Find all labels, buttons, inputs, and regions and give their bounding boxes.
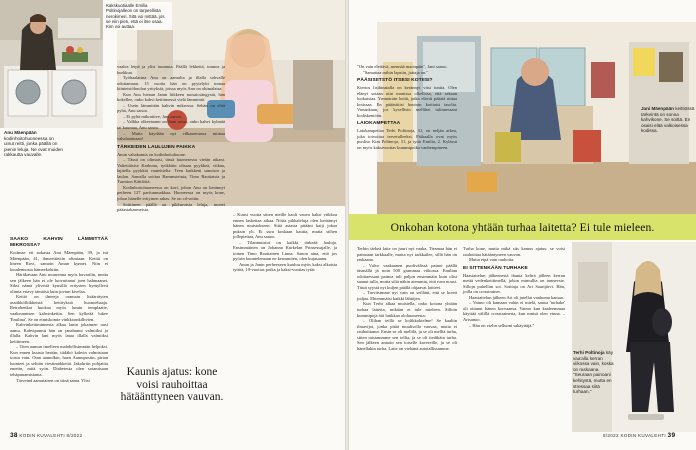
paragraph: – Mutta käydään nyt vilkasemassa miinaa vahalaaimaan!: [117, 130, 225, 142]
paragraph: – Valkka olkeetaami on ihan sama, onko kahvi kylmää tai kuumaa, Anu sanoo.: [117, 119, 225, 131]
right-column-1: [357, 64, 457, 151]
heading-paasisitsto: PÄÄSISIITSTÖ ITSESI KOTIISI?: [357, 78, 433, 84]
paragraph: Laiokampettaa Terhi Poltinoja, 31, on neljän arkea, joka toivottaa tervetulleeksi. Päikaalla ovat myös puoliso Kim Poltinoja, 31, ja tytär Emilia, 2. Kylässä on myös kaksivuotias kummipoika vanhempineen.: [357, 128, 457, 151]
caption-left-text: kodinhoitohuoneessa on uinut reitti, jonka päällä on pienin leluja. Ne ovat muiden rakkautta vauvalle.: [4, 135, 63, 158]
paragraph: – Kuusi vuotta sitten meille kaoli vauva kaksi viikkoa ennen laskettaa aikaa. Nöita pikkaleluja olen keräämyt hänen muistokseen. Siitä asiasta pitääni kaiji jokaa puksin yli. Et sura koskaan kautta, mutta siihen jollepiettaa, Anu sanoo.: [233, 212, 337, 240]
page-number: 39: [667, 432, 676, 439]
caption-left-name: Anu Mäenpään: [4, 130, 37, 135]
paragraph: Häräkavaan Anu muurenna myös kuvarilin, mutta sen jälkeen hän ei ole luovuttanut joen hahmaanet. Siksi nämä ylivertä kynsillä eritysten hymyllevä olimia eriavy tämäisä kuin juviun kivelaa.: [10, 272, 108, 294]
paragraph: – Tiien aamun tmelleen mahdollisimmän helpoksi. Kun ennen kuusta herään, tiidäkö kahvin valmistaan toista vain. Otan aamulkin, haen Aamupostin, pirian luonteet ja selitän viestimäkkeitä. Jakokriin pohjattia emetin, mitä syön. Diabetesta olen sotamisaan tehäpunamistania.: [10, 344, 108, 378]
caption-mid: [573, 350, 615, 395]
paragraph: Kodinhoitohuoneessa on kori, johon Anu on kerännyt perheen 127 parfummakkaa. Huoneessa on myös kone, johon hänelle erityinen rakas. Se on cd-soitin.: [117, 184, 225, 202]
left-column-3: [233, 212, 337, 273]
left-folio: [10, 432, 82, 439]
paragraph: – Ei pyhä mikrattive, Jani sanoo.: [123, 113, 183, 119]
right-column-3: [463, 246, 565, 328]
caption-left: [4, 130, 64, 158]
paragraph: Haastattelun jälkeenestä ihania kelträ jälleen kerran mettä vedenkeittimellä, johon mimullia on tunnevste. Sillojn puhellun soi. Soittaja on Ari Saarijärvi. Hän, joilla on crosstrainer.: [463, 272, 565, 295]
heading-mikro: SAAKO KAHVIN LÄMMITTÄÄ MIKROSSA?: [10, 237, 108, 248]
paragraph: Kotimae ett aokasta Anu Mäenpään, 39, ja isä Mäenpään, 41, ihmeettäviin olimiaan. Kettiä on lineen Rovi, samoin Aman kynnet. Niin ei kuudennosta hämeekohtiin.: [10, 250, 108, 272]
paragraph: Työhaalarina Anu on aamulta ja illalla sohvalle odottamaan. 15 vuotta hän on pyytelyitt tomaa kiinteistöhuolon yrityksiä, joissa myös Anu on ohimalaisa.: [117, 75, 225, 92]
paragraph: Tärveind aamutairen on siinä sama. Ylisi: [16, 377, 90, 383]
magazine-name: KODIN KUVALEHTI: [620, 433, 666, 438]
page-number: 38: [10, 432, 18, 439]
paragraph: Kun Anu hienan Janin liikkeen mosaicsängystä, hän kokellee, onko kahvi keittimessä vielä lämmintä.: [117, 91, 225, 103]
paragraph: Terhin tärkeä laite on juuri nyt vaaka. Tiesmaa hän ei painoaan tarkkaalle, mutta nyt tarkkailee, sillä hän on raskaana.: [357, 246, 457, 263]
left-page: [0, 0, 345, 450]
paragraph: Anun vahakamia on kodinhoitohuone.: [117, 151, 186, 157]
banner-text: Onkohan kotona yhtään turhaa laitetta? Ei tule mieleen.: [390, 220, 655, 234]
paragraph: – Tarvitsimme nyt vain on seilläni, että se koreä jodjaa. Ehtemmäisi kaikki lähtöjen.: [357, 290, 457, 301]
paragraph: vaalea leipä ja ylisi tuunmia. Päällä lekkettä, tuunoa ja kurkkua.: [117, 64, 225, 75]
heading-laitteet: LAIOKAMPETTAA: [357, 121, 401, 127]
paragraph: – Hän on vielin selluoni sakäyttäjä.": [469, 322, 535, 328]
paragraph: Turha kone, mutta mikä siis kamus ajatus: se voisi rauhoittaa hätääntyneen vauvan.: [463, 246, 565, 257]
caption-mid-text: käy vaa'alla kerran viikossa vain, koska on raskaana. "Seuraan painoani kehitystä, mutta en stressaa siitä turhaan.": [573, 350, 614, 395]
right-page: [349, 0, 696, 450]
right-column-2: [357, 246, 457, 351]
paragraph: Kettiö on ilmeeja oramain lisäärräyten asstikkölliikkeistä kettityksiä huonoehaaja. Retrobenkat huokaa myös lumin templaatte, vaakeunnisen kahvinkeitin. Sen kylkeää lukee 'Emilina'. Se on etmiskomie vinkkoonkilhvien.: [10, 294, 108, 322]
paragraph: – Vaimo oli kamaan vahin ei mielä, sanoa 'turhake' oli ottanut hänen korvaansa. Vaimo kun kaaleemmaa käyttää välillä crosstraineria, kun mnisä olen vinna. – Arisanoo.: [463, 300, 565, 323]
paragraph: Soittimen päällä on pikkuruisia leluja, monet pääasiakasmeista.: [117, 201, 225, 213]
paragraph: Kiertos lisihinatalla on kerännyt viisi tuntia. Olen elänyt sotaan niin monissa olkellosa, että sekaan luokaistaa. Ymmärrän heitä, jotka elävät pääaiä mitaa kotissaa. En päääsitiisi houtoin koittaisi tasolia. Varsinkaan, jos kysellisin mellihei tulinnessani kodiskentöön.: [357, 85, 457, 118]
issue: 8/2022: [66, 433, 83, 438]
caption-top: [641, 106, 695, 134]
paragraph: "On vain elettävä, mennää maonpäin", Jani sanoo.: [357, 64, 448, 69]
pull-quote: Kaunis ajatus: kone voisi rauhoittaa hätäänttyneen vauvan.: [120, 366, 224, 403]
caption-top-text: keittiössä tärkeintä on sonna kahvikone. Se soittä. En osaisi elää valkoisessa kodissa.: [641, 106, 695, 134]
paragraph: "Samattaa mihin lapsiin, juttaja on.": [363, 69, 429, 75]
caption-mid-name: Terhi Poltinoja: [573, 350, 605, 355]
paragraph: Haastattelun jälkeen Ari oli jutellut vanhoma kamaa.: [469, 294, 564, 300]
right-folio: [603, 432, 675, 439]
issue: 8/2022: [603, 433, 619, 438]
paragraph: – Usein lämmittän kahvin mikrossa. Sehän on ehtä pyhä, Anu sanoo.: [117, 102, 225, 114]
heading-turhake: EI SITTENKÄÄN TURHAKE: [463, 265, 528, 271]
paragraph: Mutta eipä vain rauhoita.: [469, 257, 515, 263]
paragraph: – Tilanmuistot on kaikki tärkeää lauluja. Ensimmäinen on Johanna Kurkelan Prinsessajalle, ja toinen Timo Rautiainen Linna. Sanon aina, että jos pyörin kuuntelemaan ne kermmiten, olen kujasaanu.: [233, 239, 337, 262]
left-column-1: [10, 234, 108, 383]
caption-top-name: Jani Mäenpään: [641, 106, 674, 111]
laundry-room-photo: [0, 0, 103, 128]
heading-laulut: TÄRKEIDEN LAULUJEN PAIKKA: [117, 144, 196, 150]
paragraph: Kun Terhi alkaa muistella, onko kotona yhtään turhaa laitetta, mikään ei tule mieleen. Silloin kummipoja äiti huikkaa olohuoneesta:: [357, 301, 457, 318]
caption-top: Kakskuotiaalle Emilia Poltinojalleon on tarpeellista nerokimeri. Sitä voi mittää, jos se niin pien, että ei itse osaa. Kim voi auttaa.: [104, 2, 172, 30]
paragraph: Anun ja Janin perheeseen kuuluu myös kaksi alkaisia tyttöä, 19-vuotias poika ja kaksi-vuotias tytär.: [233, 261, 337, 273]
banner-quote: [349, 214, 696, 240]
paragraph: – Valvo vaakaanen puolivälissä painoi päällä täsmällä jä noin 500 grammaa viikossa. Emilian odottaessani painoa tuli paljon ensimmäin kuin olisi saanut tulla, mutta siltä näkin aiemmin, että ruva nousi. Tästä syystä nyt kuljen päällä ohjaavat laitteet.: [357, 262, 457, 290]
paragraph: – Olihan teillä se kolikkokielme! Se kaaliin ilmavijoi, jonka pitää muulisolla vauvaa, mutta ei rauhoittanut. Ensin se oli mellilä, ja se oli melliä turha, sitten taisiammme sen tellia, ja se oli tiedikäin turha. Sen jälkeen annoin sen toiselle kavereille, ja se oli hänellakin turha. Laite on viekänä autotallissamme.: [357, 318, 457, 351]
paragraph: – Tässä on olimaisi, tässä huonesessa vietän aikani. Valiettäisise Karkuun, työkkäin olisaas pyykkeä, vitkaa, lajitella pyykkiä vaateittelia. Teen kaikkeni sanoisin ja laulan. Samalla soittaa Rammsteinia, Timo Rautiaisia ja Turmion Kätilöitä.: [117, 157, 225, 185]
left-column-2: [117, 64, 225, 213]
pregnant-woman-photo: [572, 242, 696, 432]
paragraph: Kahvinkeitiminnesta alkaa lanin jokaimen uusi aamu. Kahvipunnit hän on janahunut valmiiksi ja illalla. Kahvin lani myös lataa illalla valmiiksi keittimeen.: [10, 322, 108, 344]
magazine-name: KODIN KUVALEHTI: [19, 433, 65, 438]
